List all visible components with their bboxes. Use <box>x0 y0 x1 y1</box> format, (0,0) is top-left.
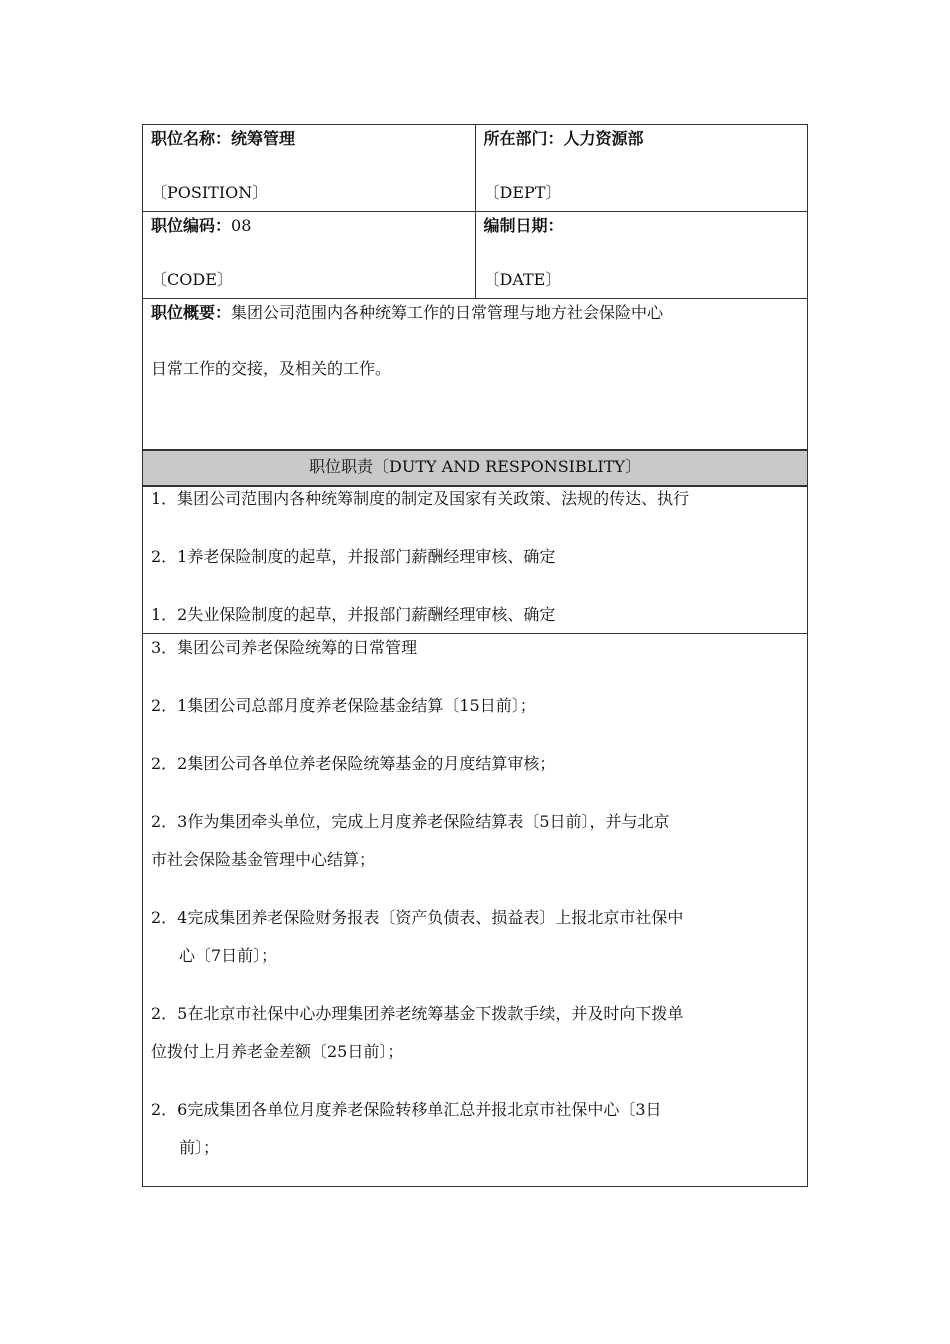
duty-block-1 <box>143 486 808 634</box>
summary-line2: 日常工作的交接，及相关的工作。 <box>151 359 392 378</box>
list-item: 1．集团公司范围内各种统筹制度的制定及国家有关政策、法规的传达、执行 <box>151 489 690 508</box>
duties-title: 职位职责〔DUTY AND RESPONSIBLITY〕 <box>143 450 808 486</box>
dept-en: 〔DEPT〕 <box>483 183 562 202</box>
position-cell <box>143 125 476 212</box>
code-cell <box>143 212 476 299</box>
summary-label: 职位概要： <box>151 303 232 322</box>
list-item-continued: 位拨付上月养老金差额〔25日前〕； <box>151 1042 404 1061</box>
code-value: 08 <box>231 216 252 235</box>
list-item: 1．2失业保险制度的起草，并报部门薪酬经理审核、确定 <box>151 605 556 624</box>
date-en: 〔DATE〕 <box>483 270 562 289</box>
job-description-form <box>142 124 808 1187</box>
list-item-continued: 市社会保险基金管理中心结算； <box>151 850 376 869</box>
list-item: 2．4完成集团养老保险财务报表〔资产负债表、损益表〕上报北京市社保中 <box>151 908 684 927</box>
list-item: 2．3作为集团牵头单位，完成上月度养老保险结算表〔5日前〕，并与北京 <box>151 812 670 831</box>
list-item: 2．1集团公司总部月度养老保险基金结算〔15日前〕； <box>151 696 536 715</box>
position-en: 〔POSITION〕 <box>151 183 269 202</box>
position-value: 统筹管理 <box>231 129 296 148</box>
summary-line1: 集团公司范围内各种统筹工作的日常管理与地方社会保险中心 <box>231 303 664 322</box>
list-item: 3．集团公司养老保险统筹的日常管理 <box>151 638 418 657</box>
date-label: 编制日期： <box>483 216 564 235</box>
list-item: 2．5在北京市社保中心办理集团养老统筹基金下拨款手续，并及时向下拨单 <box>151 1004 684 1023</box>
list-item: 2．6完成集团各单位月度养老保险转移单汇总并报北京市社保中心〔3日 <box>151 1100 662 1119</box>
dept-cell <box>475 125 808 212</box>
dept-value: 人力资源部 <box>563 129 644 148</box>
code-label: 职位编码： <box>151 216 232 235</box>
position-label: 职位名称： <box>151 129 232 148</box>
job-table <box>142 124 808 1187</box>
summary-cell <box>143 299 808 451</box>
dept-label: 所在部门： <box>483 129 564 148</box>
list-item: 2．1养老保险制度的起草，并报部门薪酬经理审核、确定 <box>151 547 556 566</box>
list-item-continued: 前〕； <box>179 1138 220 1157</box>
duty-block-2 <box>143 634 808 1187</box>
date-cell <box>475 212 808 299</box>
list-item: 2．2集团公司各单位养老保险统筹基金的月度结算审核； <box>151 754 556 773</box>
code-en: 〔CODE〕 <box>151 270 233 289</box>
list-item-continued: 心〔7日前〕； <box>179 946 278 965</box>
